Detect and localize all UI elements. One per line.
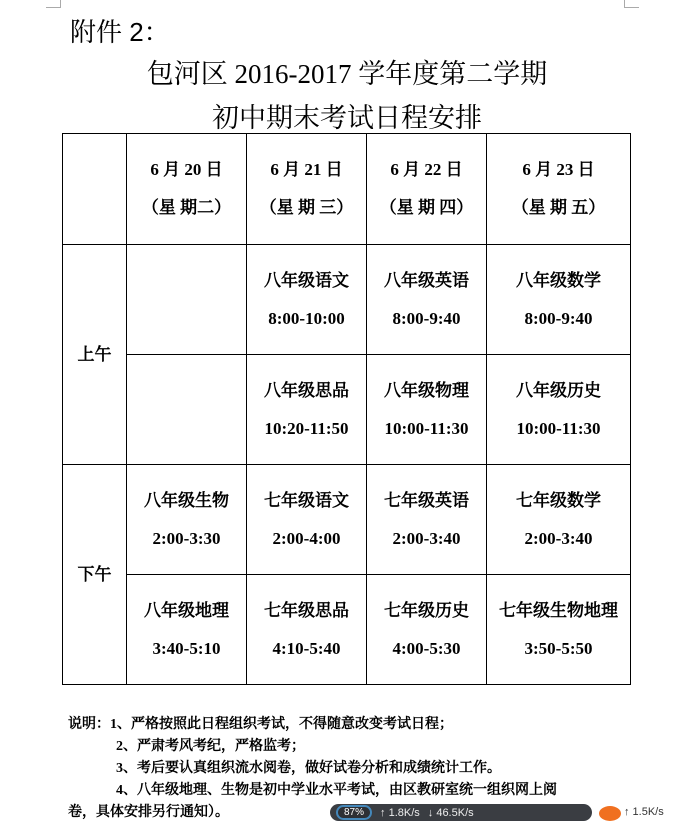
exam-cell — [127, 575, 247, 685]
note-line: 2、严肃考风考纪，严格监考； — [116, 739, 305, 754]
subject: 八年级地理 — [144, 600, 229, 620]
note-line: 4、八年级地理、生物是初中学业水平考试，由区教研室统一组织网上阅 — [116, 783, 557, 798]
exam-cell — [367, 355, 487, 465]
corner-cell — [63, 134, 127, 245]
page-corner-mark — [46, 0, 61, 8]
day-header — [127, 134, 247, 245]
time: 2:00-3:30 — [152, 528, 221, 548]
table-row — [63, 465, 631, 575]
exam-cell — [367, 575, 487, 685]
date: 6 月 21 日 — [270, 160, 343, 179]
header-row — [63, 134, 631, 245]
subject: 八年级物理 — [384, 380, 469, 400]
subject: 七年级思品 — [264, 600, 349, 620]
subject: 八年级历史 — [516, 380, 601, 400]
weekday: （星 期 五） — [511, 198, 606, 217]
note-line: 说明：1、严格按照此日程组织考试，不得随意改变考试日程； — [68, 717, 453, 732]
subject: 八年级语文 — [264, 270, 349, 290]
subject: 八年级数学 — [516, 270, 601, 290]
time: 10:00-11:30 — [384, 418, 469, 438]
time: 3:50-5:50 — [524, 638, 593, 658]
date: 6 月 23 日 — [522, 160, 595, 179]
period-afternoon: 下午 — [63, 465, 127, 685]
subject: 七年级英语 — [384, 490, 469, 510]
exam-cell — [487, 465, 631, 575]
title-line-1: 包河区 2016-2017 学年度第二学期 — [146, 59, 548, 89]
exam-cell — [367, 465, 487, 575]
download-speed: ↓ 46.5K/s — [427, 806, 474, 819]
exam-cell — [247, 355, 367, 465]
day-header — [487, 134, 631, 245]
attachment-label: 附件 2： — [70, 17, 170, 47]
exam-cell — [367, 245, 487, 355]
exam-cell — [487, 575, 631, 685]
subject: 八年级英语 — [384, 270, 469, 290]
day-header — [367, 134, 487, 245]
date: 6 月 20 日 — [150, 160, 223, 179]
subject: 七年级生物地理 — [499, 600, 618, 620]
subject: 八年级思品 — [264, 380, 349, 400]
subject: 七年级历史 — [384, 600, 469, 620]
exam-cell — [127, 355, 247, 465]
time: 2:00-3:40 — [524, 528, 593, 548]
exam-cell — [247, 245, 367, 355]
table-row — [63, 245, 631, 355]
page-corner-mark — [624, 0, 639, 8]
upload-speed: ↑ 1.8K/s — [380, 806, 420, 819]
time: 8:00-10:00 — [268, 308, 345, 328]
weekday: （星 期二） — [141, 198, 232, 217]
note-line: 3、考后要认真组织流水阅卷，做好试卷分析和成绩统计工作。 — [116, 761, 501, 776]
table-row — [63, 355, 631, 465]
note-line: 卷，具体安排另行通知）。 — [68, 805, 229, 820]
time: 10:00-11:30 — [516, 418, 601, 438]
title-line-2: 初中期末考试日程安排 — [212, 103, 482, 133]
time: 2:00-3:40 — [392, 528, 461, 548]
time: 4:10-5:40 — [272, 638, 341, 658]
exam-cell — [247, 465, 367, 575]
time: 8:00-9:40 — [524, 308, 593, 328]
date: 6 月 22 日 — [390, 160, 463, 179]
exam-cell — [127, 465, 247, 575]
second-upload-speed: ↑ 1.5K/s — [624, 806, 664, 818]
time: 4:00-5:30 — [392, 638, 461, 658]
time: 8:00-9:40 — [392, 308, 461, 328]
time: 10:20-11:50 — [264, 418, 349, 438]
exam-cell — [127, 245, 247, 355]
network-monitor-widget[interactable] — [330, 804, 592, 821]
subject: 七年级数学 — [516, 490, 601, 510]
time: 2:00-4:00 — [272, 528, 341, 548]
exam-cell — [487, 355, 631, 465]
table-row — [63, 575, 631, 685]
period-morning: 上午 — [63, 245, 127, 465]
accelerator-ball-icon[interactable] — [598, 805, 622, 822]
exam-cell — [247, 575, 367, 685]
exam-cell — [487, 245, 631, 355]
weekday: （星 期 四） — [379, 198, 474, 217]
weekday: （星 期 三） — [259, 198, 354, 217]
usage-gauge: 87% — [336, 805, 372, 820]
subject: 八年级生物 — [144, 490, 229, 510]
time: 3:40-5:10 — [152, 638, 221, 658]
schedule-table — [62, 133, 631, 685]
day-header — [247, 134, 367, 245]
subject: 七年级语文 — [264, 490, 349, 510]
